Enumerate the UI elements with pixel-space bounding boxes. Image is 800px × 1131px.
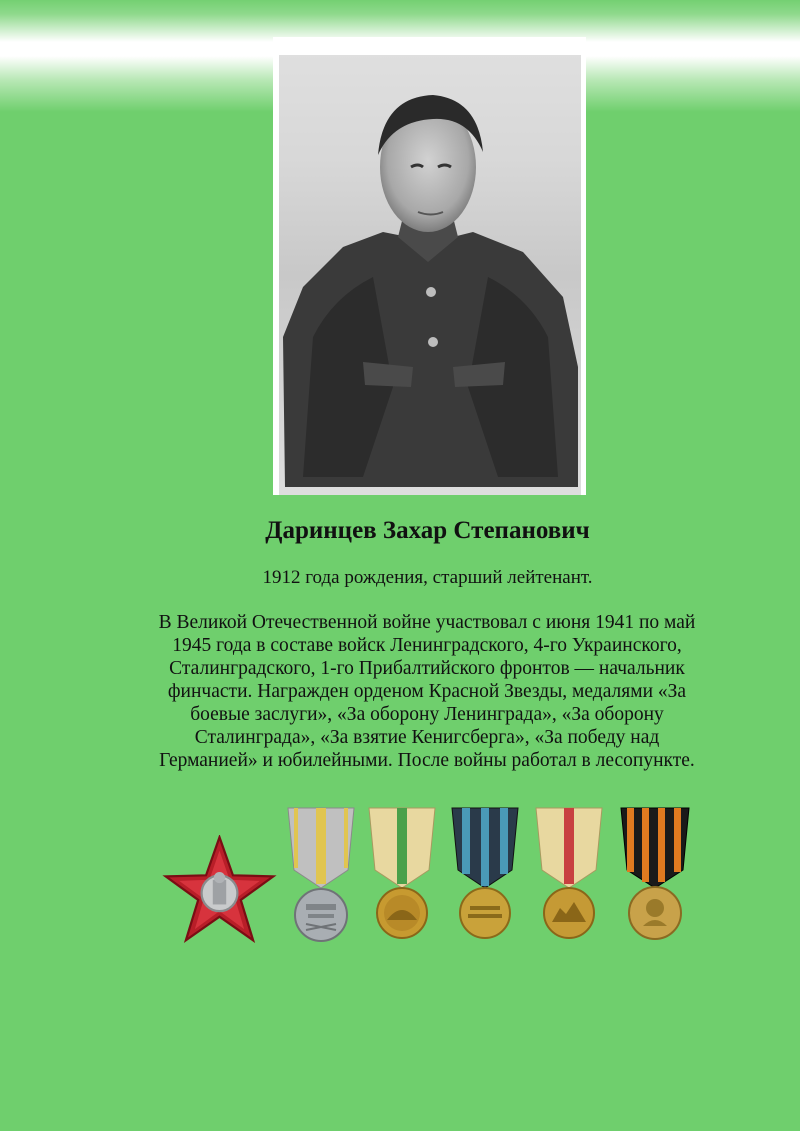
biography-line: 1945 года в составе войск Ленинградского, 4-го Украинского, [172,635,682,656]
biography-line: Сталинграда», «За взятие Кенигсберга», «За победу над [194,727,660,748]
biography-line: боевые заслуги», «За оборону Ленинграда», «За оборону [190,704,664,725]
biography-line: В Великой Отечественной войне участвовал с июня 1941 по май [158,612,696,633]
koenigsberg-capture-medal-icon [446,800,524,950]
leningrad-defense-medal-icon [363,800,441,950]
biography [122,611,732,772]
person-subtitle: 1912 года рождения, старший лейтенант. [262,567,593,588]
person-name: Даринцев Захар Степанович [265,517,590,544]
portrait-photo [273,37,586,495]
biography-line: финчасти. Награжден орденом Красной Звезды, медалями «За [167,681,687,702]
biography-line: Сталинградского, 1-го Прибалтийского фронтов — начальник [169,658,685,679]
stalingrad-defense-medal-icon [530,800,608,950]
biography-line: Германией» и юбилейными. После войны работал в лесопункте. [159,750,695,771]
awards-row [160,800,700,950]
red-star-order-icon [162,835,277,985]
combat-merit-medal-icon [282,800,360,950]
victory-over-germany-medal-icon [615,800,695,950]
